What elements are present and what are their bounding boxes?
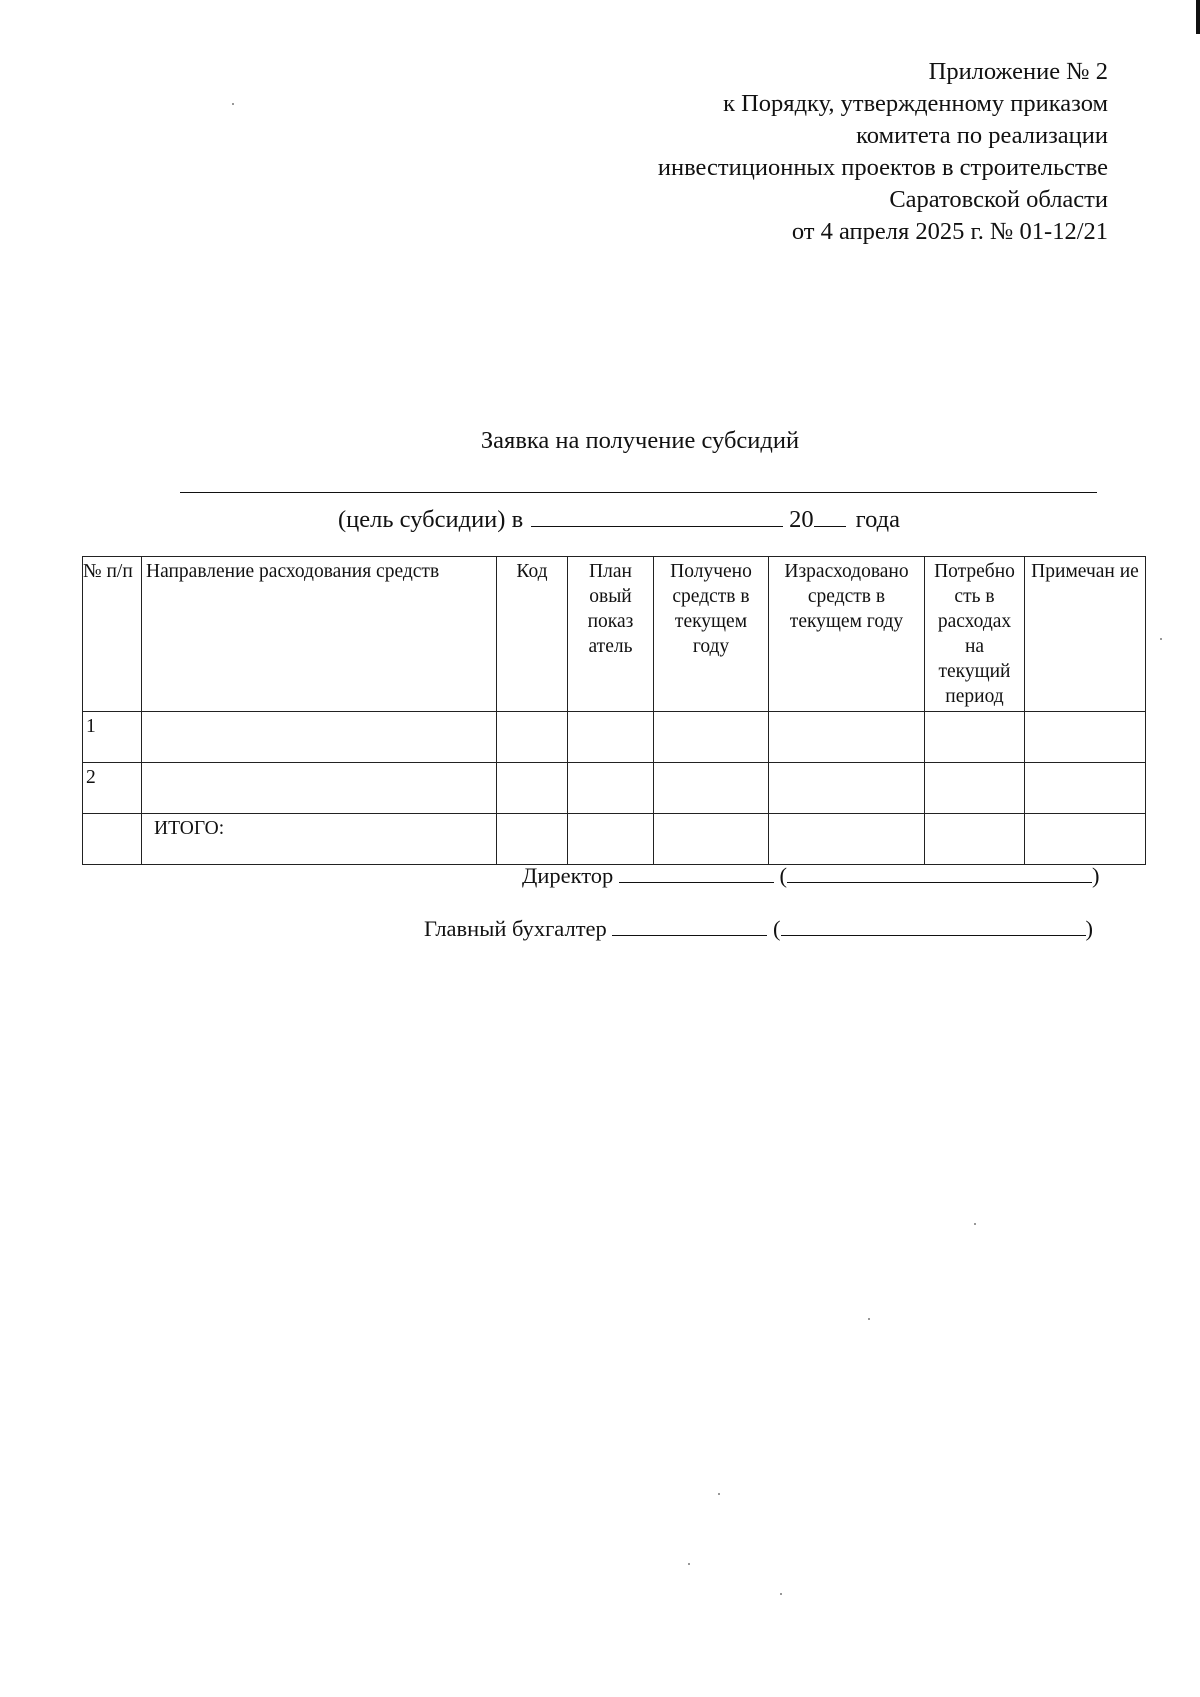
row-cell — [925, 712, 1025, 763]
director-signature — [522, 862, 1100, 889]
scan-speck — [232, 103, 234, 105]
director-sign-line — [619, 862, 774, 883]
appendix-header — [488, 56, 1108, 248]
row-direction — [142, 763, 497, 814]
month-blank — [531, 502, 783, 527]
header-direction: Направление расходования средств — [142, 557, 497, 712]
table-row — [83, 712, 1146, 763]
scan-speck — [718, 1493, 720, 1495]
row-number — [83, 814, 142, 865]
open-paren: ( — [779, 863, 788, 888]
director-label: Директор — [522, 863, 614, 888]
header-number: № п/п — [83, 557, 142, 712]
row-cell — [769, 763, 925, 814]
scan-speck — [1160, 638, 1162, 640]
appendix-line: Саратовской области — [889, 186, 1108, 213]
header-received: Получено средств в текущем году — [654, 557, 769, 712]
close-paren: ) — [1085, 916, 1094, 941]
appendix-line: инвестиционных проектов в строительстве — [657, 154, 1108, 181]
table-header-row — [83, 557, 1146, 712]
row-number: 2 — [83, 763, 142, 814]
row-cell — [1025, 814, 1146, 865]
table-total-row — [83, 814, 1146, 865]
table-row — [83, 763, 1146, 814]
appendix-line: к Порядку, утвержденному приказом — [723, 90, 1108, 117]
purpose-row — [338, 502, 900, 534]
row-cell — [1025, 763, 1146, 814]
scan-edge-mark — [1196, 0, 1200, 34]
row-direction — [142, 712, 497, 763]
row-cell — [769, 712, 925, 763]
header-spent: Израсходовано средств в текущем году — [769, 557, 925, 712]
row-number: 1 — [83, 712, 142, 763]
row-cell — [654, 814, 769, 865]
row-cell — [1025, 712, 1146, 763]
form-title: Заявка на получение субсидий — [480, 427, 800, 454]
appendix-line: комитета по реализации — [856, 122, 1108, 149]
row-cell — [568, 712, 654, 763]
appendix-line: от 4 апреля 2025 г. № 01-12/21 — [791, 218, 1108, 245]
header-code: Код — [497, 557, 568, 712]
close-paren: ) — [1092, 863, 1100, 888]
open-paren: ( — [773, 916, 781, 941]
appendix-line: Приложение № 2 — [928, 58, 1108, 85]
director-name-line — [787, 862, 1092, 883]
row-cell — [497, 763, 568, 814]
row-cell — [497, 814, 568, 865]
scan-speck — [780, 1593, 782, 1595]
row-cell — [654, 763, 769, 814]
row-total-label: ИТОГО: — [142, 814, 497, 865]
purpose-blank-line — [180, 492, 1097, 493]
accountant-name-line — [781, 915, 1086, 936]
header-note: Примечан ие — [1025, 557, 1146, 712]
row-cell — [654, 712, 769, 763]
scan-speck — [868, 1318, 870, 1320]
header-planned: План овый показ атель — [568, 557, 654, 712]
scan-speck — [974, 1223, 976, 1225]
row-cell — [497, 712, 568, 763]
year-suffix: года — [855, 506, 900, 533]
row-cell — [769, 814, 925, 865]
row-cell — [925, 763, 1025, 814]
row-cell — [568, 763, 654, 814]
row-cell — [568, 814, 654, 865]
expenditure-table — [82, 556, 1146, 865]
year-blank — [814, 502, 846, 527]
purpose-label: (цель субсидии) в — [338, 506, 524, 533]
accountant-sign-line — [612, 915, 767, 936]
year-prefix: 20 — [789, 506, 814, 533]
accountant-signature — [424, 915, 1093, 942]
header-need: Потребно сть в расходах на текущий период — [925, 557, 1025, 712]
accountant-label: Главный бухгалтер — [424, 916, 607, 941]
scan-speck — [688, 1563, 690, 1565]
row-cell — [925, 814, 1025, 865]
